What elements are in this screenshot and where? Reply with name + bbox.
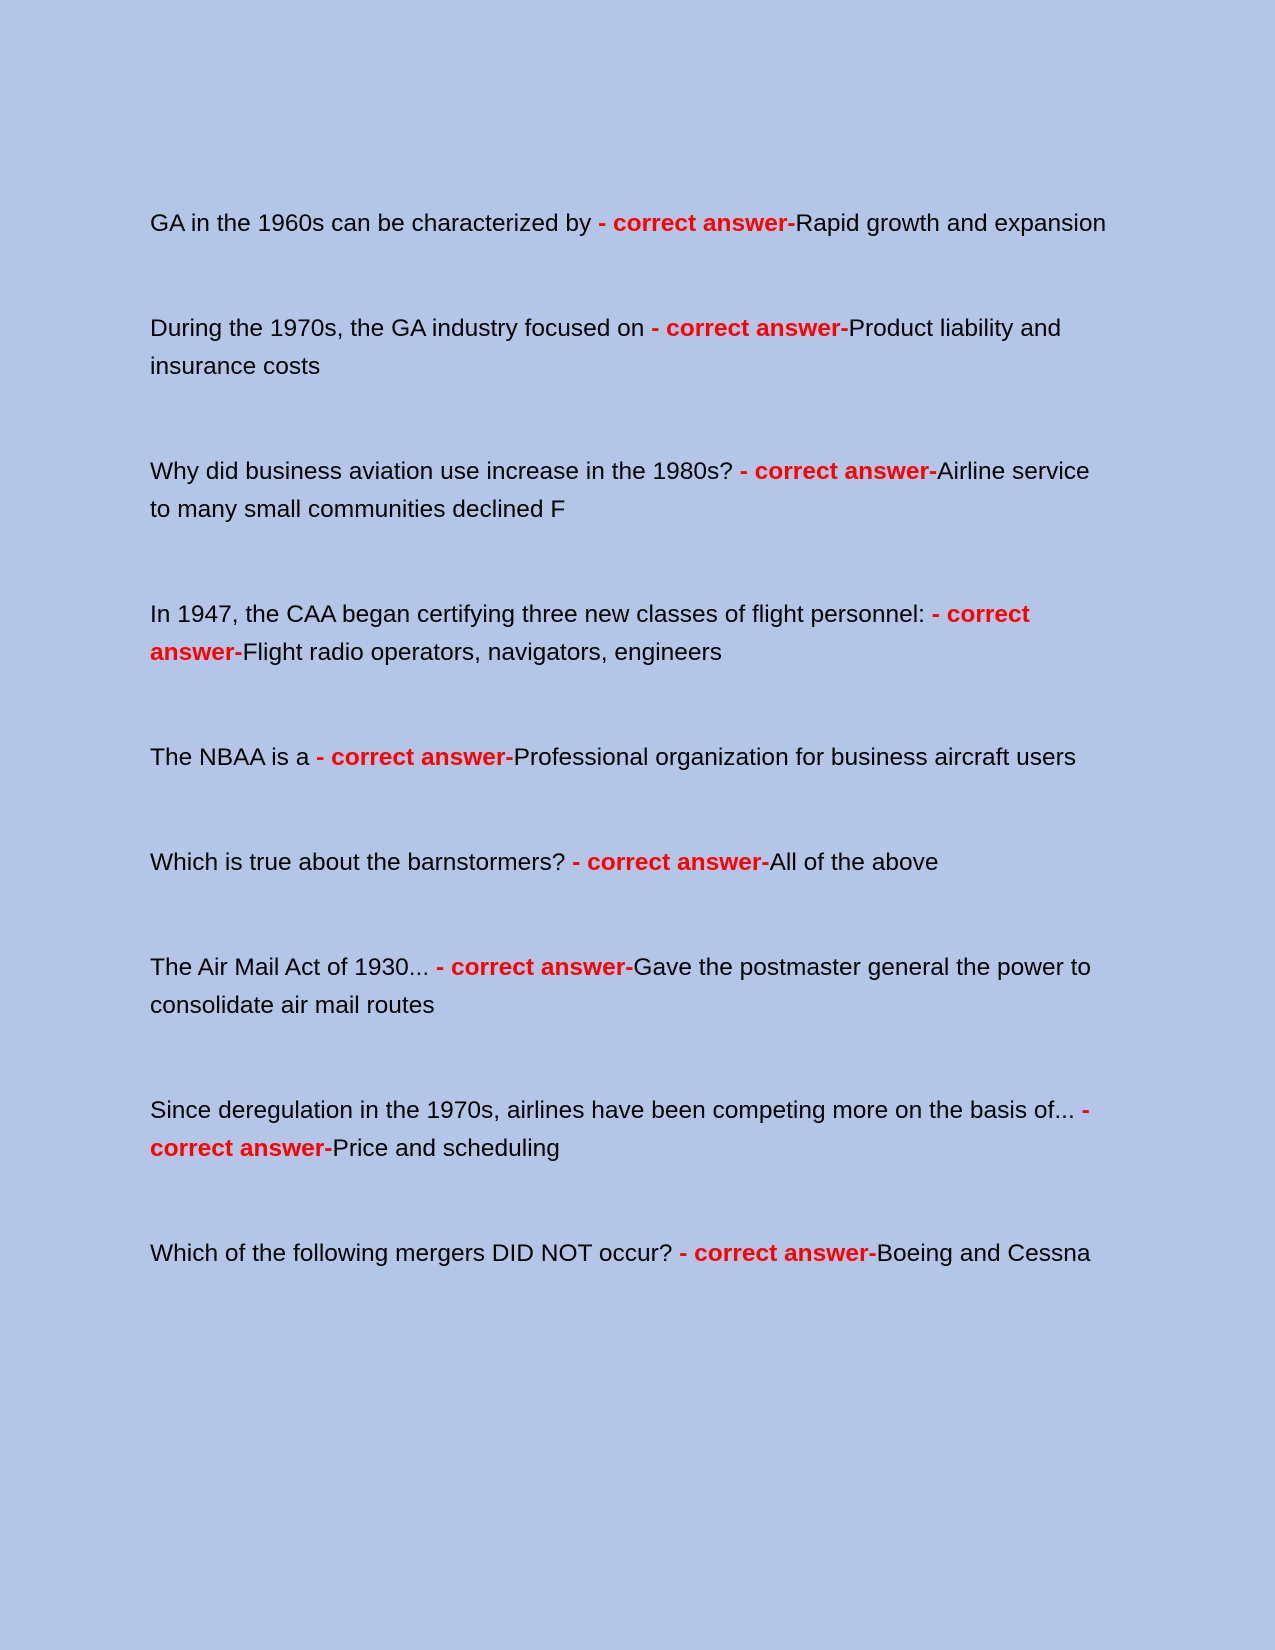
question-answer-item [150, 205, 1110, 243]
answer-text: Gave the postmaster general the power to consolidate air mail routes [150, 954, 1092, 1019]
answer-text: Professional organization for business aircraft users [513, 744, 1076, 771]
correct-answer-label: - correct answer- [316, 744, 514, 771]
question-text: GA in the 1960s can be characterized by [150, 210, 599, 237]
question-text: Which is true about the barnstormers? [150, 849, 573, 876]
correct-answer-label: - correct answer- [150, 1097, 1090, 1162]
question-text: Since deregulation in the 1970s, airlines have been competing more on the basis of... [150, 1097, 1082, 1124]
correct-answer-label: - correct answer- [679, 1240, 877, 1267]
question-answer-item [150, 949, 1110, 1025]
question-answer-item [150, 596, 1110, 672]
correct-answer-label: - correct answer- [651, 315, 849, 342]
answer-text: Airline service to many small communities declined F [150, 458, 1090, 523]
correct-answer-label: - correct answer- [435, 954, 634, 981]
question-text: The Air Mail Act of 1930... [150, 954, 436, 981]
answer-text: Product liability and insurance costs [150, 315, 1062, 380]
question-answer-item [150, 844, 1110, 882]
answer-text: Boeing and Cessna [876, 1240, 1091, 1267]
question-text: Why did business aviation use increase in the 1980s? [150, 458, 740, 485]
document-page [150, 205, 1110, 1340]
answer-text: Flight radio operators, navigators, engineers [242, 639, 722, 666]
question-answer-item [150, 453, 1110, 529]
correct-answer-label: - correct answer- [572, 849, 770, 876]
question-text: During the 1970s, the GA industry focused on [150, 315, 652, 342]
answer-text: All of the above [769, 849, 939, 876]
correct-answer-label: - correct answer- [739, 458, 938, 485]
question-answer-item [150, 739, 1110, 777]
question-text: In 1947, the CAA began certifying three new classes of flight personnel: [150, 601, 932, 628]
question-answer-item [150, 310, 1110, 386]
question-answer-item [150, 1235, 1110, 1273]
answer-text: Price and scheduling [332, 1135, 560, 1162]
question-text: The NBAA is a [150, 744, 317, 771]
correct-answer-label: - correct answer- [598, 210, 796, 237]
correct-answer-label: - correct answer- [150, 601, 1030, 666]
answer-text: Rapid growth and expansion [795, 210, 1107, 237]
question-answer-item [150, 1092, 1110, 1168]
question-text: Which of the following mergers DID NOT occur? [150, 1240, 680, 1267]
